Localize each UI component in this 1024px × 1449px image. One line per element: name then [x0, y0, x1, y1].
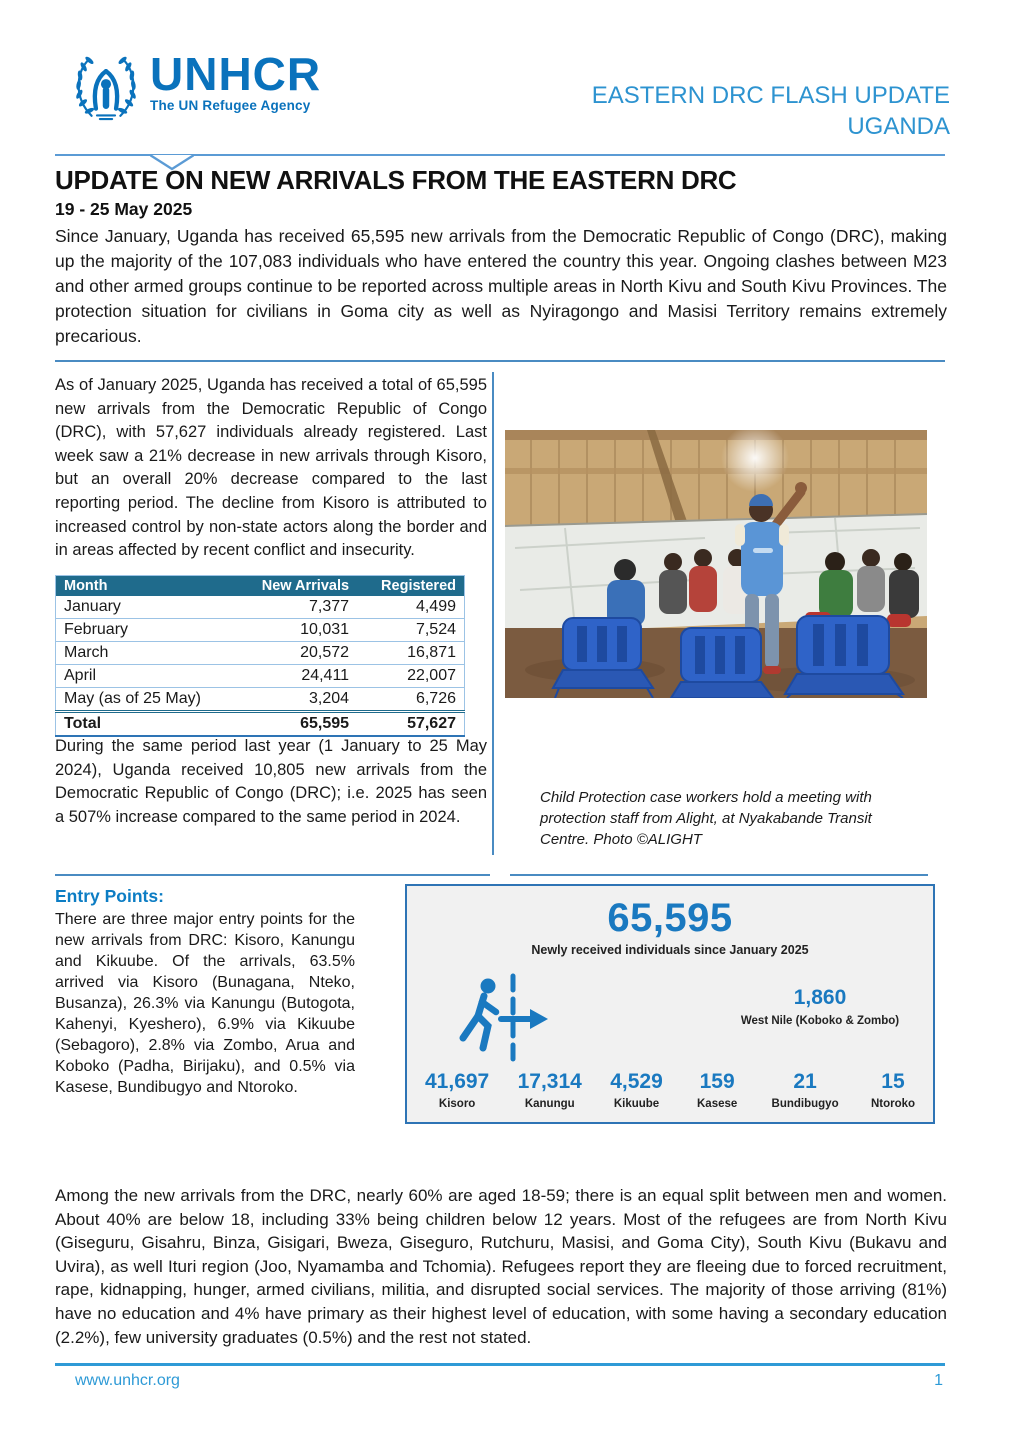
unhcr-emblem-icon: [70, 50, 142, 124]
cell-new-arrivals: 24,411: [236, 665, 357, 688]
stat-label: Kikuube: [613, 1098, 660, 1110]
stat-kikuube: [610, 1070, 663, 1110]
west-nile-label: West Nile (Koboko & Zombo): [740, 1015, 900, 1027]
table-row: [56, 619, 465, 642]
section-divider-left: [55, 874, 490, 876]
table-row: [56, 596, 465, 619]
stat-value: 17,314: [517, 1070, 582, 1093]
stat-label: Kisoro: [438, 1098, 476, 1110]
footer-divider: [55, 1363, 945, 1366]
stat-label: Kanungu: [524, 1098, 575, 1110]
cell-month: April: [56, 665, 236, 688]
logo-text-block: [150, 50, 321, 113]
entry-points-paragraph: There are three major entry points for the new arrivals from DRC: Kisoro, Kanungu and Kikuube. Of the arrivals, 63.5% arrived via Kisoro (Bunagana, Nteko, Busanza), 26.3% via Kanungu (Butogota, Kahenyi, Kyeshero), 6.9% via Kikuube (Sebagoro), 2.8% via Zombo, Arua and Koboko (Padha, Birijaku), and 0.5% via Kasese, Bundibugyo and Ntoroko.: [55, 911, 355, 1096]
entry-point-stats-row: [425, 1070, 919, 1110]
cell-new-arrivals: 7,377: [236, 596, 357, 619]
stat-kanungu: [518, 1070, 582, 1110]
cell-new-arrivals: 3,204: [236, 688, 357, 712]
cell-month: May (as of 25 May): [56, 688, 236, 712]
logo-tagline: The UN Refugee Agency: [150, 98, 311, 113]
stat-value: 15: [881, 1070, 905, 1093]
document-title-line2: UGANDA: [847, 113, 950, 140]
chairs: [553, 616, 903, 698]
logo-wordmark: UNHCR: [150, 48, 322, 100]
page-title: UPDATE ON NEW ARRIVALS FROM THE EASTERN DRC: [55, 165, 737, 195]
arrivals-stats-box: [405, 884, 935, 1124]
cell-month: January: [56, 596, 236, 619]
cell-new-arrivals: 10,031: [236, 619, 357, 642]
table-total-row: [56, 712, 465, 737]
stat-label: Ntoroko: [870, 1098, 916, 1110]
total-arrivals-value: 65,595: [607, 896, 733, 940]
cell-registered: 6,726: [357, 688, 464, 712]
cell-registered: 22,007: [357, 665, 464, 688]
page-number: 1: [934, 1372, 943, 1389]
stat-bundibugyo: [772, 1070, 839, 1110]
meeting-photo: [505, 430, 927, 698]
date-range: 19 - 25 May 2025: [55, 199, 193, 219]
cell-new-arrivals: 20,572: [236, 642, 357, 665]
stat-ntoroko: [867, 1070, 919, 1110]
cell-total-label: Total: [56, 712, 236, 737]
total-arrivals-label: Newly received individuals since January 2025: [531, 943, 809, 957]
monthly-arrivals-table: [55, 575, 465, 737]
demographics-paragraph: Among the new arrivals from the DRC, nearly 60% are aged 18-59; there is an equal split between men and women. About 40% are below 18, including 33% being children below 12 years. Most of the refugees are from North Kivu (Giseguru, Gisahru, Binza, Gisigari, Bweza, Giseguro, Rutchuru, Masisi, and Goma City), South Kivu (Bukavu and Uvira), as well Ituri region (Joo, Nyamamba and Tchomia). Refugees report they are fleeing due to forced recruitment, rape, kidnapping, hunger, armed civilians, militia, and disrupted social services. The majority of those arriving (81%) have no education and 4% have primary as their highest level of education, with some having a secondary education (2.2%), few university graduates (0.5%) and the rest not stated.: [55, 1186, 947, 1347]
photo-caption: Child Protection case workers hold a meeting with protection staff from Alight, at Nyakabande Transit Centre. Photo ©ALIGHT: [540, 789, 872, 848]
table-header-row: [56, 576, 465, 597]
cell-registered: 16,871: [357, 642, 464, 665]
stat-value: 21: [793, 1070, 817, 1093]
column-divider: [492, 372, 494, 855]
border-crossing-icon: [451, 972, 551, 1072]
cell-registered: 4,499: [357, 596, 464, 619]
cell-month: February: [56, 619, 236, 642]
west-nile-stat: [720, 986, 920, 1027]
entry-points-heading: Entry Points:: [55, 886, 164, 906]
stat-value: 4,529: [610, 1070, 663, 1093]
section-divider-top: [55, 360, 945, 362]
col-header-new-arrivals: New Arrivals: [236, 576, 357, 597]
footer-url-link[interactable]: www.unhcr.org: [75, 1372, 180, 1389]
cell-total-new-arrivals: 65,595: [236, 712, 357, 737]
intro-paragraph: Since January, Uganda has received 65,595 new arrivals from the Democratic Republic of Congo (DRC), making up the majority of the 107,083 individuals who have entered the country this year. Ongoing clashes between M23 and other armed groups continue to be reported across multiple areas in North Kivu and South Kivu Provinces. The protection situation for civilians in Goma city as well as Nyiragongo and Masisi Territory remains extremely precarious.: [55, 226, 947, 346]
comparison-paragraph: During the same period last year (1 January to 25 May 2024), Uganda received 10,805 new arrivals from the Democratic Republic of Congo (DRC); i.e. 2025 has seen a 507% increase compared to the same period in 2024.: [55, 737, 487, 826]
table-row: [56, 642, 465, 665]
document-title: [592, 80, 950, 142]
cell-month: March: [56, 642, 236, 665]
section-divider-right: [510, 874, 928, 876]
stat-label: Kasese: [697, 1098, 738, 1110]
arrivals-summary-paragraph: As of January 2025, Uganda has received a total of 65,595 new arrivals from the Democratic Republic of Congo (DRC), with 57,627 individuals already registered. Last week saw a 21% decrease in new arrivals through Kisoro, but an overall 20% decrease compared to the last reporting period. The decline from Kisoro is attributed to increased control by non-state actors along the border and in areas affected by recent conflict and insecurity.: [55, 376, 487, 560]
unhcr-logo: [70, 50, 370, 130]
stat-kisoro: [425, 1070, 489, 1110]
col-header-month: Month: [56, 576, 236, 597]
stat-kasese: [691, 1070, 743, 1110]
cell-total-registered: 57,627: [357, 712, 464, 737]
stat-value: 159: [699, 1070, 735, 1093]
table-row: [56, 665, 465, 688]
table-row: [56, 688, 465, 712]
col-header-registered: Registered: [357, 576, 464, 597]
document-title-line1: EASTERN DRC FLASH UPDATE: [591, 82, 950, 109]
footer: [55, 1372, 945, 1390]
stat-label: Bundibugyo: [771, 1098, 839, 1110]
west-nile-value: 1,860: [793, 986, 847, 1009]
stat-value: 41,697: [425, 1070, 490, 1093]
cell-registered: 7,524: [357, 619, 464, 642]
